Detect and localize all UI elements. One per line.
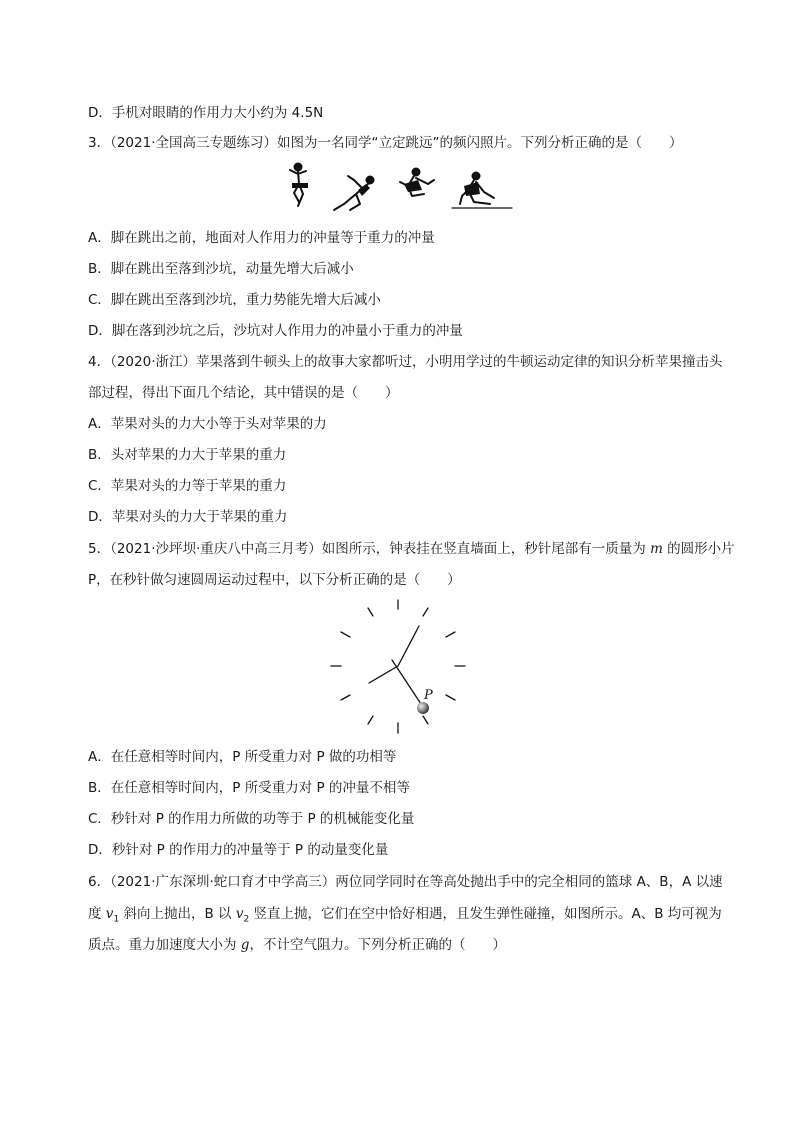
q6-stem-line-1: 6．（2021·广东深圳·蛇口育才中学高三）两位同学同时在等高处抛出手中的完全相同的篮球 A、B，A 以速 bbox=[88, 874, 723, 890]
q3-option-b: B．脚在跳出至落到沙坑，动量先增大后减小 bbox=[88, 261, 354, 277]
q3-option-d: D．脚在落到沙坑之后，沙坑对人作用力的冲量小于重力的冲量 bbox=[88, 323, 463, 339]
q3-option-c: C．脚在跳出至落到沙坑，重力势能先增大后减小 bbox=[88, 292, 381, 308]
small-disc-p bbox=[417, 702, 429, 714]
label-p: P bbox=[424, 688, 433, 703]
q2-option-d: D．手机对眼睛的作用力大小约为 4.5N bbox=[88, 105, 324, 121]
q4-option-a: A．苹果对头的力大小等于头对苹果的力 bbox=[88, 416, 327, 432]
tick-11 bbox=[368, 608, 373, 616]
q5-option-c: C．秒针对 P 的作用力所做的功等于 P 的机械能变化量 bbox=[88, 811, 415, 827]
gravity-symbol: g bbox=[240, 937, 250, 953]
second-hand bbox=[392, 660, 421, 704]
clock-figure bbox=[322, 596, 474, 742]
tick-7 bbox=[368, 716, 373, 724]
velocity-subscript-1: 1 bbox=[113, 914, 120, 925]
tick-4 bbox=[446, 695, 455, 700]
velocity-subscript-2: 2 bbox=[243, 914, 250, 925]
q5-stem-line-1 bbox=[88, 540, 735, 558]
q5-stem-line-2: P，在秒针做匀速圆周运动过程中，以下分析正确的是（ ） bbox=[88, 572, 461, 588]
q6-stem-3-text-b: ，不计空气阻力。下列分析正确的（ ） bbox=[249, 937, 506, 953]
velocity-symbol-2: v bbox=[235, 906, 244, 922]
hour-hand bbox=[369, 666, 398, 683]
tick-1 bbox=[423, 608, 428, 616]
q5-option-a: A．在任意相等时间内，P 所受重力对 P 做的功相等 bbox=[88, 749, 397, 765]
q4-option-d: D．苹果对头的力大于苹果的重力 bbox=[88, 509, 288, 525]
velocity-symbol-1: v bbox=[105, 906, 114, 922]
q4-option-b: B．头对苹果的力大于苹果的重力 bbox=[88, 447, 287, 463]
q6-stem-2-text-c: 竖直上抛，它们在空中恰好相遇，且发生弹性碰撞，如图所示。A、B 均可视为 bbox=[249, 906, 722, 922]
tick-2 bbox=[446, 632, 455, 637]
minute-hand bbox=[398, 626, 419, 666]
long-jump-strobe-figure bbox=[284, 160, 514, 220]
tick-10 bbox=[341, 632, 350, 637]
q6-stem-2-text-a: 度 bbox=[88, 906, 106, 922]
q3-option-a: A．脚在跳出之前，地面对人作用力的冲量等于重力的冲量 bbox=[88, 230, 435, 246]
tick-5 bbox=[423, 716, 428, 724]
q5-stem-text-a: 5．（2021·沙坪坝·重庆八中高三月考）如图所示，钟表挂在竖直墙面上，秒针尾部有一质量为 bbox=[88, 541, 651, 557]
q5-option-b: B．在任意相等时间内，P 所受重力对 P 的冲量不相等 bbox=[88, 780, 410, 796]
q5-stem-text-b: 的圆形小片 bbox=[662, 541, 735, 557]
mass-symbol: m bbox=[650, 541, 663, 557]
q3-stem: 3．（2021·全国高三专题练习）如图为一名同学“立定跳远”的频闪照片。下列分析正确的是（ ） bbox=[88, 135, 683, 151]
q4-stem-line-1: 4．（2020·浙江）苹果落到牛顿头上的故事大家都听过，小明用学过的牛顿运动定律的知识分析苹果撞击头 bbox=[88, 354, 723, 370]
q4-option-c: C．苹果对头的力等于苹果的重力 bbox=[88, 478, 287, 494]
q6-stem-3-text-a: 质点。重力加速度大小为 bbox=[88, 937, 241, 953]
q6-stem-2-text-b: 斜向上抛出，B 以 bbox=[119, 906, 236, 922]
q4-stem-line-2: 部过程，得出下面几个结论，其中错误的是（ ） bbox=[88, 385, 399, 401]
q5-option-d: D．秒针对 P 的作用力的冲量等于 P 的动量变化量 bbox=[88, 842, 389, 858]
tick-8 bbox=[341, 695, 350, 700]
q6-stem-line-2 bbox=[88, 905, 722, 929]
q6-stem-line-3 bbox=[88, 936, 506, 954]
